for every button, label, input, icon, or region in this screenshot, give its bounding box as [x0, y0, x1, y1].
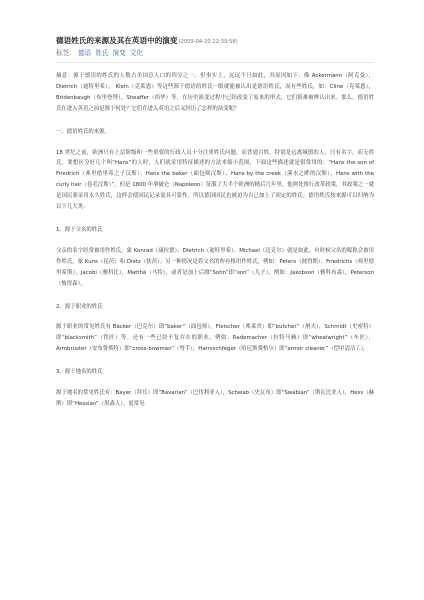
tags-label: 标签： [56, 49, 76, 57]
article-body [56, 36, 374, 410]
tag-link[interactable]: 演变 [112, 49, 126, 57]
article-title: 德语姓氏的来源及其在英语中的演变 [56, 36, 178, 45]
intro-paragraph: 摘意：源于德语的姓氏的人数占美国总人口的四分之一。但事实上，远远不只如此，其原因如下：像 Ackermann（阿克曼）， Dietrich（迪特里希）， Klein（克莱恩）等这些源于德语的姓氏一眼就能被认出是德语姓氏，而有些姓氏，如：Cline（克莱恩），Bridenbaugh（布里登博），Sheaffer（西华）等，在历史演变过程中已经改变了原来的形式，它们很难被辨认出来。那么，德语姓氏在进入英语之前是源于何处？它们在进入英语之后又经历了怎样的演变呢？ [56, 73, 374, 112]
title-divider [56, 62, 374, 63]
subsection-paragraph: 源于地名的常见姓氏有：Bayer（拜耳）即“Bavarian”（巴伐利亚人），Schwab（史瓦布）即“Swabian”（斯瓦比亚人），Hess（赫斯）即“Hessian”（黑森人）。更常见 [56, 390, 374, 407]
tag-link[interactable]: 德语 [77, 49, 92, 57]
subsection-paragraph: 父亲的名字经常被用作姓氏，象 Konrad（康拉德）、Dietrich（迪特里希）、Michael（迈克尔）就是如此。有时候父名的昵称会被用作姓氏，象 Kuns（昆茨）和 Dietz（狄茨）。另一种情况是将父名的所有格用作姓氏，例如：Peters（彼得斯）、Friedrichs（弗里德里希斯），Jacobi（雅科比），Matthä（马特），或者是加上后缀“Sohn”即“son”（儿子），例如：Jakobson（雅科布森），Peterson（彼得森）。 [56, 247, 374, 287]
subsection-paragraph: 源于职业的常见姓氏有 Bäcker（巴克尔）即“baker”（面包师），Fleischer（弗莱舍）即“butcher”（屠夫），Schmidt（史密特）即“blacksmith”（铁匠）等。还有一些已经不复存在的职业，例如：Rademacher（拉特马赫）即“wheelwright”（车匠），Armbruster（安布鲁斯特）即“cross-bowman”（弩手），Harnischfeger（哈尼斯费格尔）即“armor cleaner”（铠甲清洁工）。 [56, 324, 374, 353]
article-title-line [56, 36, 374, 47]
tag-link[interactable]: 姓氏 [95, 49, 109, 57]
article-timestamp: (2009-04-20 22:39:58) [178, 39, 238, 45]
tag-line [56, 48, 374, 58]
subsection-heading: 1．源于父名的姓氏 [56, 226, 103, 233]
section-paragraph: 18 世纪之前，欧洲只有上层阶级和一些重要的行政人员十分注重姓氏问题，而普通百姓，特别是远离城镇的人，只有名字，而无姓氏。要想区分好几个叫“Hans”的人时，人们就采用特征描述的方法来缩小范围，下面这些描述就是很常用的：“Hans the son of Friedrich（弗里德里希之子汉斯）、Hans the baker（面包师汉斯）、Hans by the creek（溪水之畔的汉斯）、Hans with the curly hair（卷毛汉斯）”。但是 1800 年拿破仑（Napoleon）征服了大半个欧洲的精后几年里，他则处推行改革政策，其政策之一就是国民要采用永久姓氏，这样会使国民记录更具可靠性。所以德国国民也被迫为自己加上了固定的姓氏。德语姓氏按来源可以归纳为以下几大类： [56, 149, 374, 211]
tag-link[interactable]: 文化 [129, 49, 143, 57]
subsection-heading: 3．源于地名的姓氏 [56, 369, 103, 376]
subsection-heading: 2．源于职业的姓氏 [56, 303, 103, 310]
section-heading: 一、德语姓氏的来源。 [56, 128, 110, 135]
